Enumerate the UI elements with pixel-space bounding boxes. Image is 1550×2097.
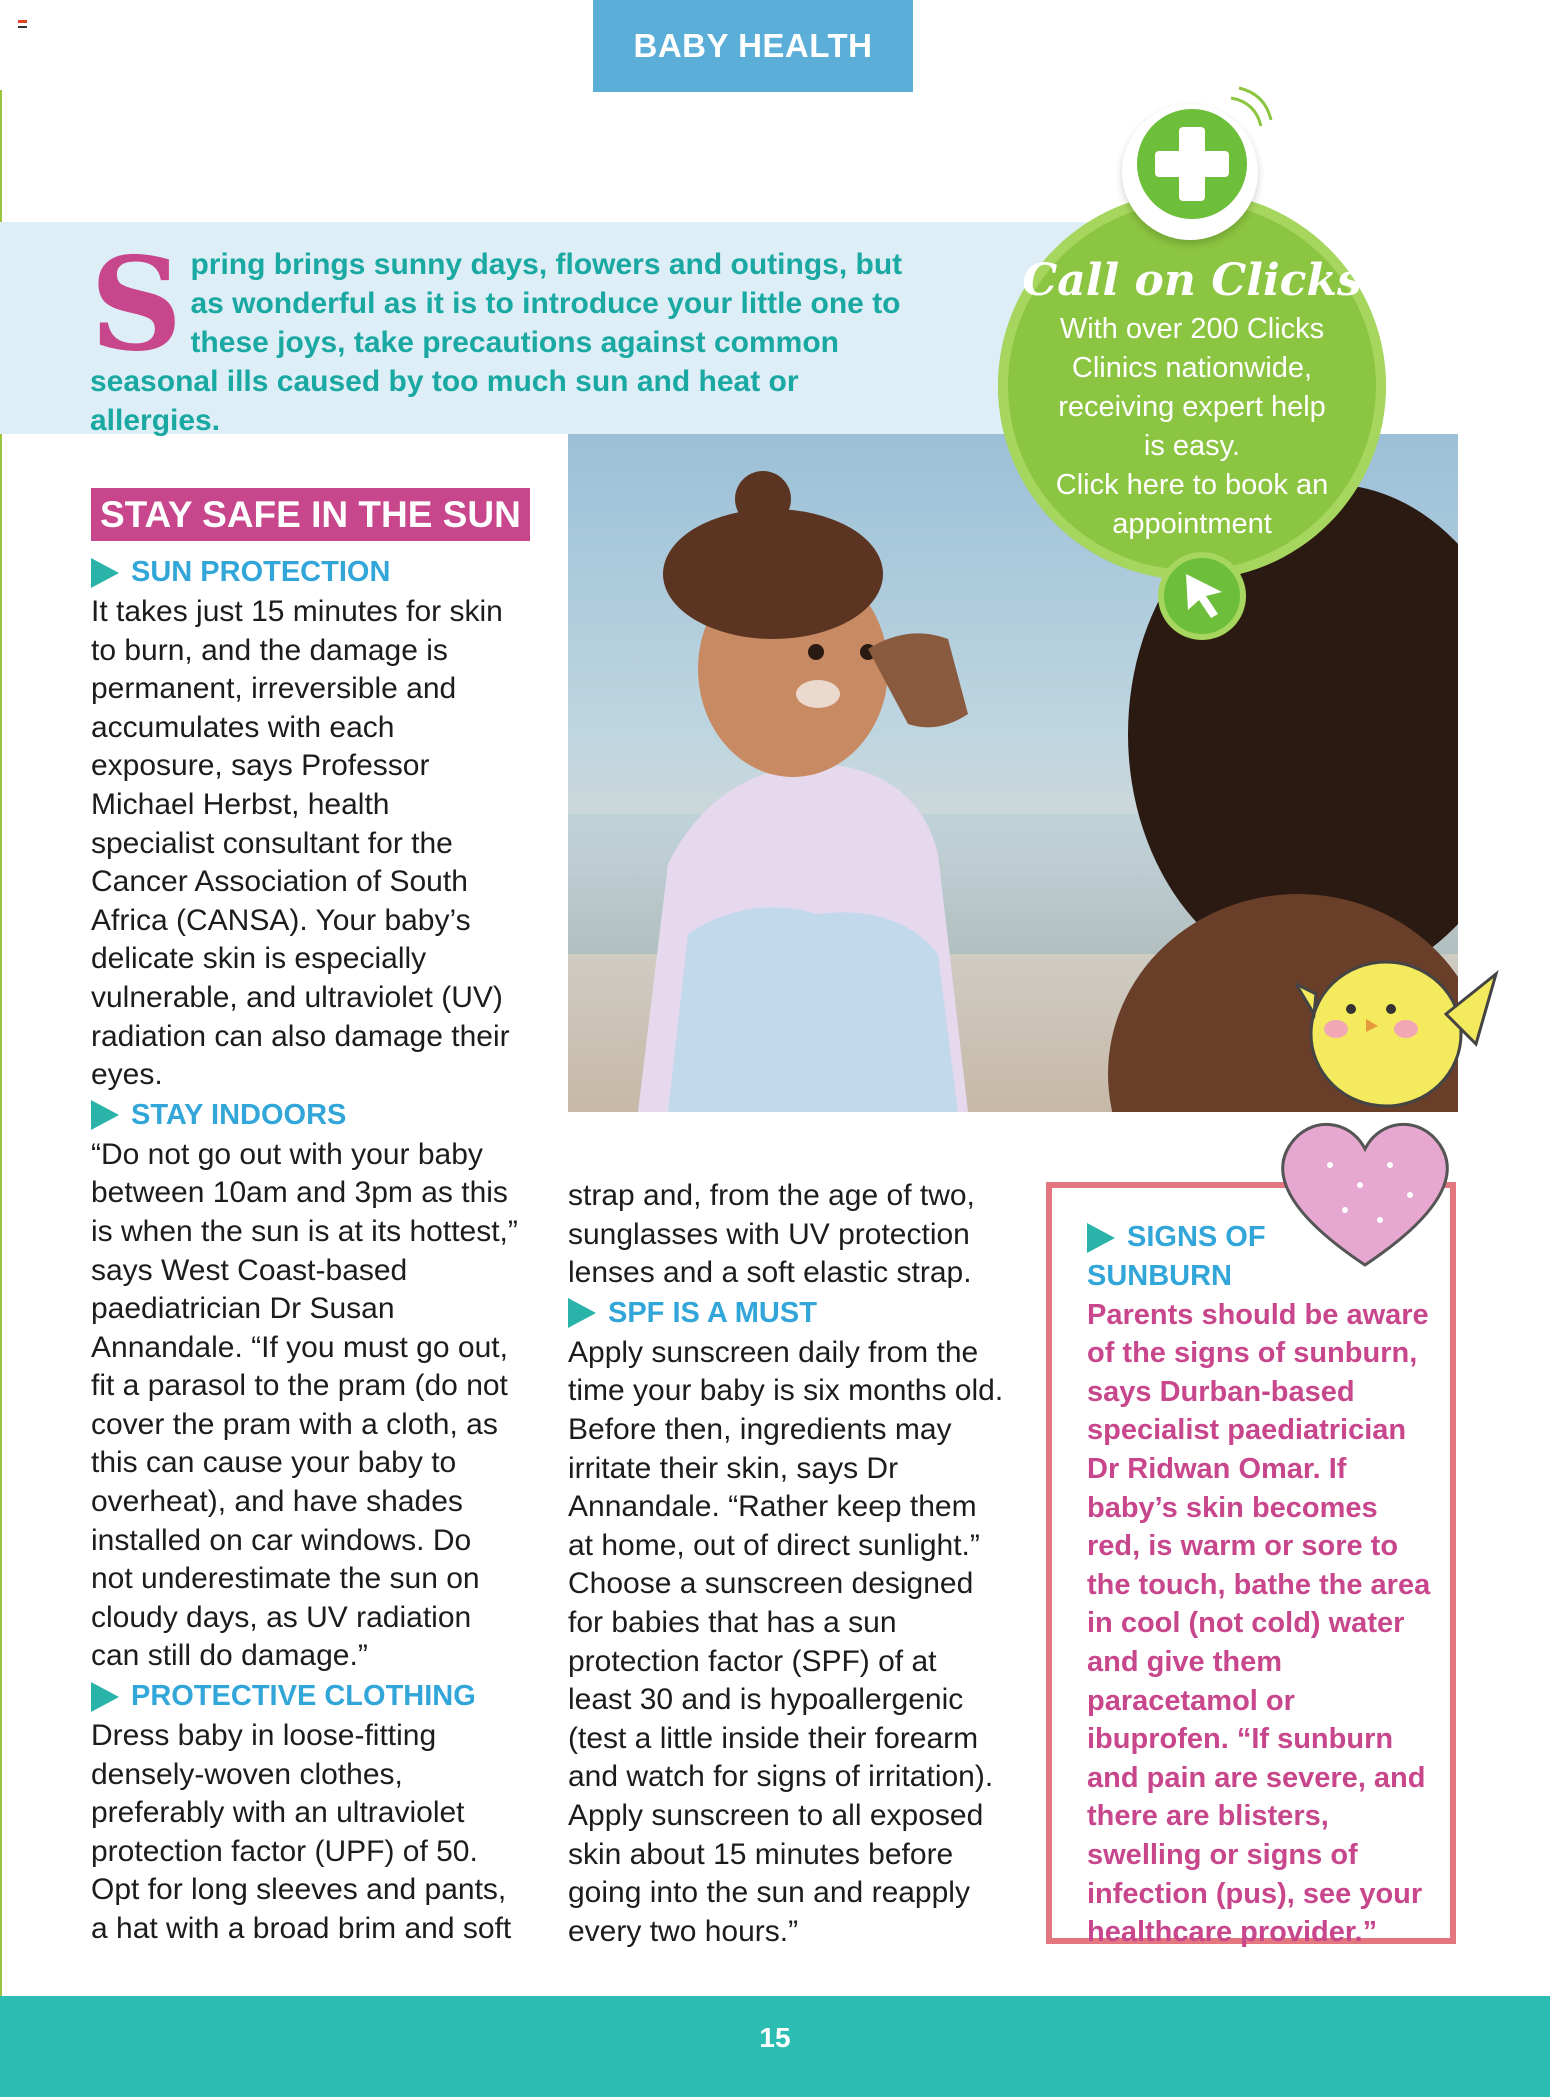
subheading-label: STAY INDOORS bbox=[131, 1098, 347, 1131]
sunburn-content bbox=[1087, 1218, 1432, 1952]
protective-clothing-text: Dress baby in loose-fitting densely-woven clothes, preferably with an ultraviolet protection factor (UPF) of 50. Opt for long sleeves and pants, a hat with a broad brim and soft bbox=[91, 1719, 512, 1945]
dropcap: S bbox=[90, 230, 183, 380]
section-heading: STAY SAFE IN THE SUN bbox=[91, 488, 530, 541]
heart-decoration bbox=[1270, 1105, 1460, 1275]
corner-mark bbox=[18, 26, 27, 28]
callout-body[interactable] bbox=[1030, 310, 1354, 544]
chick-decoration bbox=[1296, 934, 1501, 1114]
stay-indoors-text: “Do not go out with your baby between 10am and 3pm as this is when the sun is at its hottest,” says West Coast-based paediatrician Dr Susan Annandale. “If you must go out, fit a parasol to the pram (do not cover the pram with a cloth, as this can cause your baby to overheat), and have shades installed on car windows. Do not underestimate the sun on cloudy days, as UV radiation can still do damage.” bbox=[91, 1137, 518, 1673]
subheading-label: PROTECTIVE CLOTHING bbox=[131, 1680, 476, 1713]
triangle-arrow-icon bbox=[91, 1682, 119, 1712]
subheading-label: SIGNS OF bbox=[1127, 1221, 1266, 1254]
subheading-stay-indoors bbox=[91, 1095, 521, 1136]
triangle-arrow-icon bbox=[91, 558, 119, 588]
subheading-label: SUN PROTECTION bbox=[131, 556, 391, 589]
left-column bbox=[91, 552, 521, 1949]
triangle-arrow-icon bbox=[568, 1298, 596, 1328]
middle-column bbox=[568, 1177, 1008, 1951]
triangle-arrow-icon bbox=[91, 1100, 119, 1130]
callout-line: With over 200 Clicks bbox=[1059, 313, 1325, 345]
section-tab: BABY HEALTH bbox=[593, 0, 913, 92]
intro-text: pring brings sunny days, flowers and outings, but as wonderful as it is to introduce your little one to these joys, take precautions against common seasonal ills caused by too much sun and heat or allergies. bbox=[90, 248, 903, 437]
subheading-spf bbox=[568, 1293, 1008, 1334]
corner-mark bbox=[18, 20, 27, 23]
triangle-arrow-icon bbox=[1087, 1223, 1115, 1253]
sunburn-text: Parents should be aware of the signs of sunburn, says Durban-based specialist paediatrician Dr Ridwan Omar. If baby’s skin becomes red, is warm or sore to the touch, bathe the area in cool (not cold) water and give them paracetamol or ibuprofen. “If sunburn and pain are severe, and there are blisters, swelling or signs of infection (pus), see your healthcare provider.” bbox=[1087, 1298, 1431, 1949]
protective-clothing-continued: strap and, from the age of two, sunglasses with UV protection lenses and a soft elastic strap. bbox=[568, 1179, 975, 1290]
callout-line: receiving expert help bbox=[1058, 391, 1326, 423]
intro-paragraph bbox=[90, 230, 930, 440]
subheading-sun-protection bbox=[91, 552, 521, 593]
subheading-protective-clothing bbox=[91, 1676, 521, 1717]
signal-icon bbox=[1225, 84, 1275, 134]
callout-line: Clinics nationwide, bbox=[1071, 352, 1313, 384]
spf-text: Apply sunscreen daily from the time your baby is six months old. Before then, ingredients may irritate their skin, says Dr Annandale. “Rather keep them at home, out of direct sunlight.” Choose a sunscreen designed for babies that has a sun protection factor (SPF) of at least 30 and is hypoallergenic (test a little inside their forearm and watch for signs of irritation). Apply sunscreen to all exposed skin about 15 minutes before going into the sun and reapply every two hours.” bbox=[568, 1335, 1004, 1948]
subheading-label: SPF IS A MUST bbox=[608, 1296, 817, 1329]
book-appointment-link[interactable]: appointment bbox=[1112, 508, 1272, 540]
cursor-icon[interactable] bbox=[1158, 552, 1246, 640]
book-appointment-link[interactable]: Click here to book an bbox=[1055, 469, 1329, 501]
page-number: 15 bbox=[759, 2022, 791, 2053]
sun-protection-text: It takes just 15 minutes for skin to burn, and the damage is permanent, irreversible and accumulates with each exposure, says Professor Michael Herbst, health specialist consultant for the Cancer Association of South Africa (CANSA). Your baby’s delicate skin is especially vulnerable, and ultraviolet (UV) radiation can also damage their eyes. bbox=[91, 595, 510, 1092]
subheading-label: SUNBURN bbox=[1087, 1260, 1232, 1292]
callout-title: Call on Clicks bbox=[1022, 255, 1362, 306]
callout-line: is easy. bbox=[1143, 430, 1241, 462]
